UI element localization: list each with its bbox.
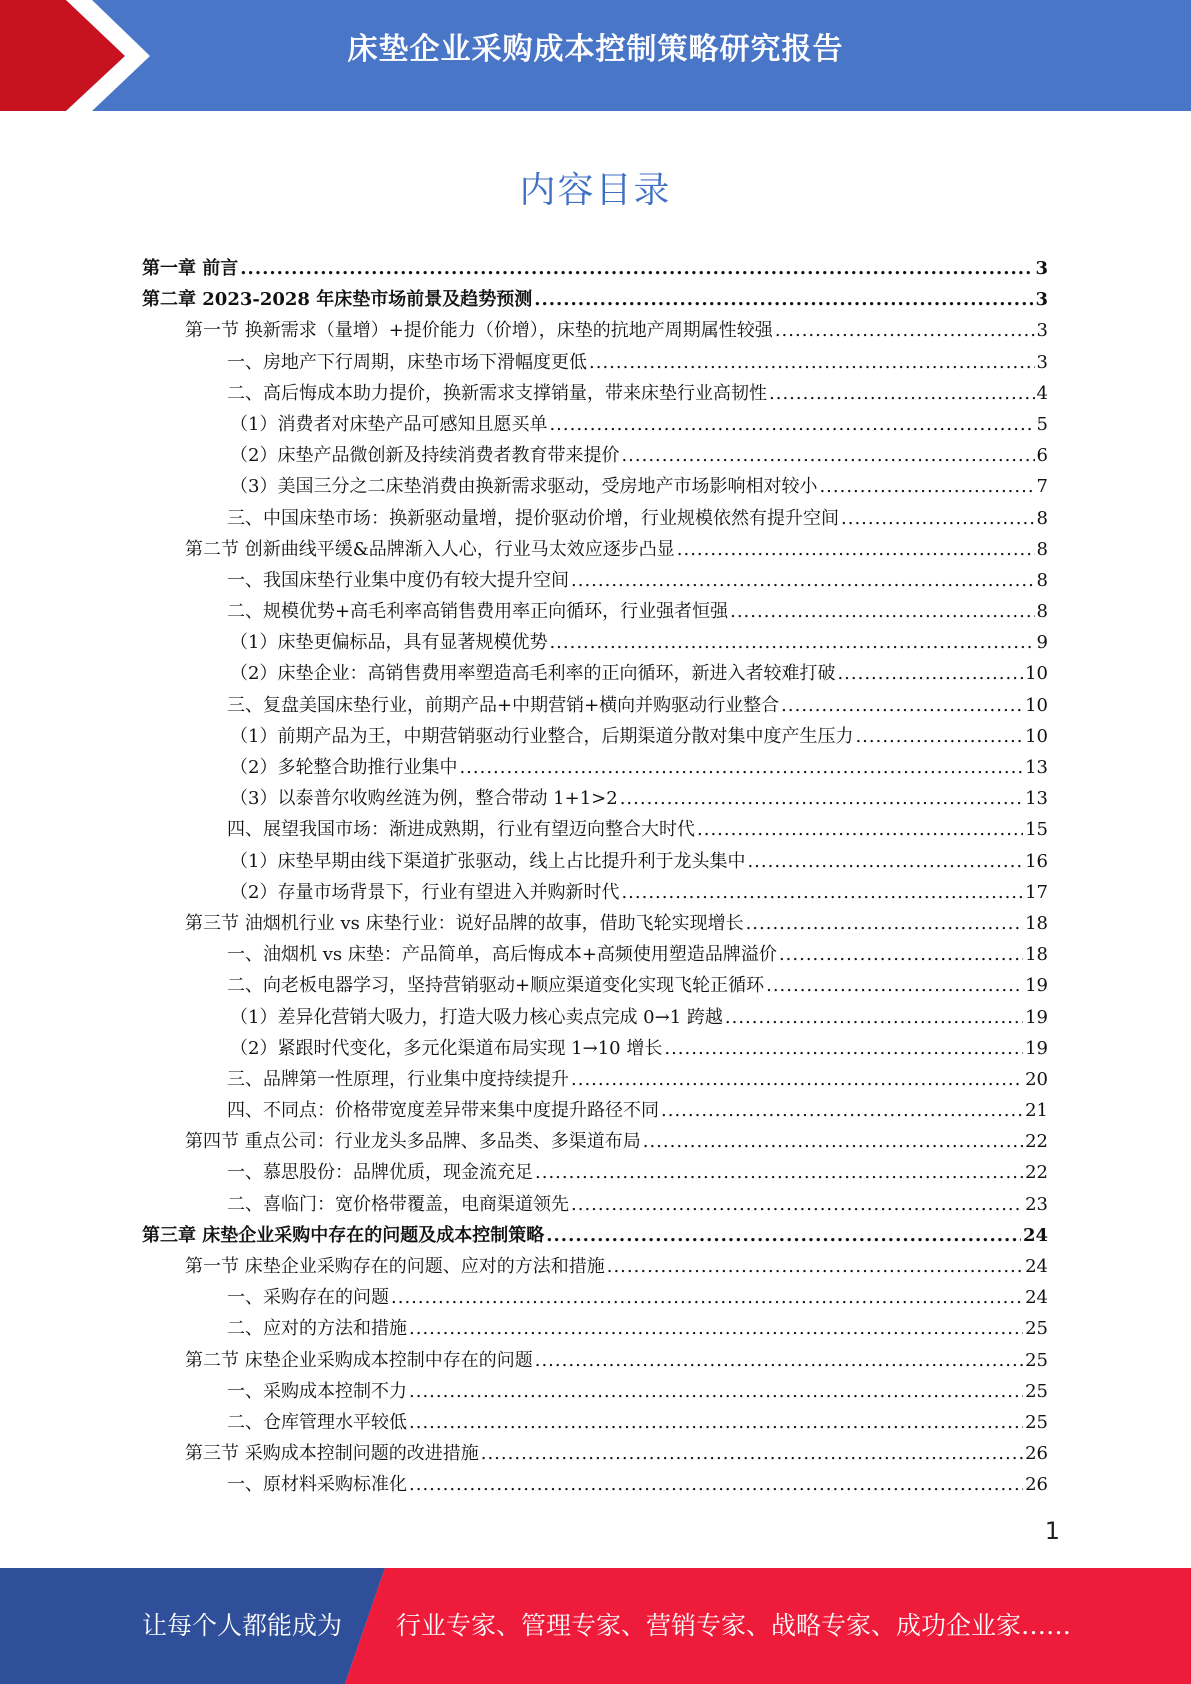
toc-entry-title: 第一节 换新需求（量增）+提价能力（价增），床垫的抗地产周期属性较强 <box>185 320 773 342</box>
toc-entry-title: （1）床垫早期由线下渠道扩张驱动，线上占比提升利于龙头集中 <box>230 850 746 872</box>
toc-entry[interactable] <box>142 939 1048 970</box>
toc-entry-title: （2）紧跟时代变化，多元化渠道布局实现 1→10 增长 <box>230 1037 663 1059</box>
toc-entry[interactable] <box>142 783 1048 814</box>
toc-dot-leader <box>781 690 1023 721</box>
toc-entry-page: 19 <box>1025 975 1048 997</box>
toc-entry-page: 25 <box>1025 1380 1048 1402</box>
toc-entry[interactable] <box>142 752 1048 783</box>
toc-entry[interactable] <box>142 690 1048 721</box>
toc-entry-title: 二、高后悔成本助力提价，换新需求支撑销量，带来床垫行业高韧性 <box>227 382 767 404</box>
toc-entry-page: 9 <box>1036 632 1048 654</box>
toc-entry[interactable] <box>142 378 1048 409</box>
header-band <box>0 0 1191 111</box>
toc-entry-page: 20 <box>1025 1068 1048 1090</box>
toc-entry-page: 24 <box>1025 1287 1048 1309</box>
toc-entry-page: 10 <box>1025 694 1048 716</box>
toc-dot-leader <box>819 471 1034 502</box>
toc-entry-page: 13 <box>1025 757 1048 778</box>
toc-dot-leader <box>725 1002 1023 1033</box>
toc-entry-page: 26 <box>1025 1443 1048 1465</box>
toc-dot-leader <box>620 783 1023 814</box>
toc-entry-page: 25 <box>1025 1349 1048 1371</box>
toc-entry-title: 一、采购成本控制不力 <box>227 1380 407 1402</box>
toc-entry-title: （2）存量市场背景下，行业有望进入并购新时代 <box>230 881 620 903</box>
toc-entry[interactable] <box>142 1376 1048 1407</box>
toc-dot-leader <box>621 440 1034 471</box>
toc-entry-title: 二、规模优势+高毛利率高销售费用率正向循环，行业强者恒强 <box>227 601 729 623</box>
toc-entry-page: 25 <box>1025 1411 1048 1433</box>
toc-entry[interactable] <box>142 627 1048 658</box>
toc-entry[interactable] <box>142 658 1048 689</box>
toc-entry-title: 三、品牌第一性原理，行业集中度持续提升 <box>227 1068 569 1090</box>
toc-dot-leader <box>766 970 1023 1001</box>
toc-entry-page: 6 <box>1036 445 1048 467</box>
toc-entry[interactable] <box>142 347 1048 378</box>
toc-entry-title: 第一章 前言 <box>142 258 239 279</box>
toc-entry-title: 三、中国床垫市场：换新驱动量增，提价驱动价增，行业规模依然有提升空间 <box>227 507 839 529</box>
toc-entry-title: 二、仓库管理水平较低 <box>227 1411 407 1433</box>
toc-entry-title: （1）差异化营销大吸力，打造大吸力核心卖点完成 0→1 跨越 <box>230 1006 723 1028</box>
page-title: 内容目录 <box>519 170 672 211</box>
toc-dot-leader <box>837 658 1023 689</box>
toc-dot-leader <box>855 721 1023 752</box>
toc-entry-page: 22 <box>1025 1162 1048 1184</box>
toc-entry-page: 13 <box>1025 788 1048 810</box>
toc-dot-leader <box>607 1251 1023 1282</box>
toc-entry-title: （1）前期产品为王，中期营销驱动行业整合，后期渠道分散对集中度产生压力 <box>230 725 854 747</box>
toc-dot-leader <box>535 1157 1023 1188</box>
toc-dot-leader <box>571 1189 1023 1220</box>
toc-entry[interactable] <box>142 877 1048 908</box>
toc-entry[interactable] <box>142 471 1048 502</box>
toc-entry-page: 3 <box>1035 289 1048 311</box>
toc-entry-title: （3）美国三分之二床垫消费由换新需求驱动，受房地产市场影响相对较小 <box>230 476 818 498</box>
toc-dot-leader <box>747 846 1023 877</box>
toc-entry-page: 8 <box>1036 601 1048 623</box>
toc-entry[interactable] <box>142 409 1048 440</box>
toc-entry-title: 第三节 采购成本控制问题的改进措施 <box>185 1443 479 1465</box>
toc-entry-title: 第四节 重点公司：行业龙头多品牌、多品类、多渠道布局 <box>185 1131 641 1153</box>
toc-entry-page: 10 <box>1025 663 1048 685</box>
toc-entry-page: 19 <box>1025 1037 1048 1059</box>
toc-entry-page: 19 <box>1025 1006 1048 1028</box>
toc-entry-title: 四、不同点：价格带宽度差异带来集中度提升路径不同 <box>227 1100 659 1122</box>
toc-dot-leader <box>621 877 1023 908</box>
report-title: 床垫企业采购成本控制策略研究报告 <box>347 32 844 67</box>
table-of-contents <box>142 253 1048 1501</box>
toc-dot-leader <box>746 908 1024 939</box>
toc-entry-title: 四、展望我国市场：渐进成熟期，行业有望迈向整合大时代 <box>227 819 695 841</box>
toc-entry-page: 22 <box>1025 1131 1048 1153</box>
toc-entry[interactable] <box>142 440 1048 471</box>
toc-entry-page: 26 <box>1025 1474 1048 1496</box>
toc-entry-title: 一、原材料采购标准化 <box>227 1474 407 1496</box>
toc-entry-title: （2）床垫企业：高销售费用率塑造高毛利率的正向循环，新进入者较难打破 <box>230 663 836 685</box>
toc-entry-page: 17 <box>1025 881 1048 903</box>
toc-entry-title: 三、复盘美国床垫行业，前期产品+中期营销+横向并购驱动行业整合 <box>227 694 780 716</box>
toc-dot-leader <box>534 284 1033 315</box>
toc-entry-page: 7 <box>1036 476 1048 498</box>
toc-entry[interactable] <box>142 1220 1048 1251</box>
toc-entry-title: 一、油烟机 vs 床垫：产品简单，高后悔成本+高频使用塑造品牌溢价 <box>227 944 777 966</box>
toc-entry-title: （2）多轮整合助推行业集中 <box>230 757 458 778</box>
toc-entry-title: 第二节 床垫企业采购成本控制中存在的问题 <box>185 1349 533 1371</box>
toc-entry[interactable] <box>142 1189 1048 1220</box>
toc-dot-leader <box>535 1345 1023 1376</box>
toc-dot-leader <box>409 1376 1023 1407</box>
toc-entry-title: 一、慕思股份：品牌优质，现金流充足 <box>227 1162 533 1184</box>
toc-dot-leader <box>391 1282 1023 1313</box>
toc-entry-page: 18 <box>1025 944 1048 966</box>
toc-entry-page: 18 <box>1025 912 1048 934</box>
toc-entry-page: 3 <box>1035 258 1048 279</box>
toc-entry-title: （1）消费者对床垫产品可感知且愿买单 <box>230 413 548 435</box>
toc-entry[interactable] <box>142 315 1048 346</box>
toc-entry[interactable] <box>142 596 1048 627</box>
toc-entry[interactable] <box>142 284 1048 315</box>
toc-entry-title: 二、喜临门：宽价格带覆盖，电商渠道领先 <box>227 1193 569 1215</box>
toc-dot-leader <box>409 1407 1023 1438</box>
toc-dot-leader <box>589 347 1035 378</box>
toc-dot-leader <box>677 534 1035 565</box>
toc-dot-leader <box>664 1033 1023 1064</box>
toc-entry[interactable] <box>142 970 1048 1001</box>
toc-entry-title: 第二节 创新曲线平缓&品牌渐入人心，行业马太效应逐步凸显 <box>185 538 675 560</box>
toc-dot-leader <box>571 565 1035 596</box>
toc-entry-page: 8 <box>1036 569 1048 591</box>
toc-dot-leader <box>775 315 1035 346</box>
toc-entry-page: 15 <box>1025 819 1048 841</box>
toc-entry[interactable] <box>142 1002 1048 1033</box>
toc-entry[interactable] <box>142 908 1048 939</box>
toc-entry-page: 24 <box>1025 1256 1048 1277</box>
toc-entry[interactable] <box>142 721 1048 752</box>
toc-dot-leader <box>571 1064 1023 1095</box>
toc-entry-title: （1）床垫更偏标品，具有显著规模优势 <box>230 632 548 654</box>
toc-entry-page: 21 <box>1025 1100 1048 1122</box>
toc-dot-leader <box>409 1469 1023 1500</box>
toc-entry[interactable] <box>142 1157 1048 1188</box>
footer-band <box>0 1568 1191 1684</box>
toc-dot-leader <box>769 378 1035 409</box>
toc-entry[interactable] <box>142 846 1048 877</box>
toc-entry[interactable] <box>142 1407 1048 1438</box>
toc-dot-leader <box>481 1438 1023 1469</box>
toc-dot-leader <box>779 939 1023 970</box>
toc-entry-title: 一、我国床垫行业集中度仍有较大提升空间 <box>227 569 569 591</box>
toc-entry[interactable] <box>142 1064 1048 1095</box>
toc-entry-title: 二、向老板电器学习，坚持营销驱动+顺应渠道变化实现飞轮正循环 <box>227 975 765 997</box>
toc-entry-title: 第三章 床垫企业采购中存在的问题及成本控制策略 <box>142 1224 545 1246</box>
toc-entry-page: 25 <box>1025 1318 1048 1340</box>
toc-entry[interactable] <box>142 565 1048 596</box>
toc-entry-title: 第一节 床垫企业采购存在的问题、应对的方法和措施 <box>185 1256 605 1277</box>
toc-entry-page: 5 <box>1036 413 1048 435</box>
toc-dot-leader <box>841 503 1035 534</box>
toc-entry[interactable] <box>142 1126 1048 1157</box>
toc-entry[interactable] <box>142 1095 1048 1126</box>
toc-entry[interactable] <box>142 1469 1048 1500</box>
toc-entry[interactable] <box>142 1251 1048 1282</box>
toc-entry-title: 一、采购存在的问题 <box>227 1287 389 1309</box>
toc-entry[interactable] <box>142 1438 1048 1469</box>
toc-entry-page: 3 <box>1036 351 1048 373</box>
toc-entry-title: 第二章 2023-2028 年床垫市场前景及趋势预测 <box>142 289 533 311</box>
toc-entry-title: 第三节 油烟机行业 vs 床垫行业：说好品牌的故事，借助飞轮实现增长 <box>185 912 744 934</box>
toc-entry-page: 8 <box>1036 538 1048 560</box>
toc-entry[interactable] <box>142 503 1048 534</box>
toc-dot-leader <box>730 596 1034 627</box>
toc-dot-leader <box>549 627 1034 658</box>
toc-entry-page: 10 <box>1025 725 1048 747</box>
toc-entry[interactable] <box>142 1282 1048 1313</box>
toc-dot-leader <box>459 752 1023 783</box>
toc-dot-leader <box>240 253 1033 284</box>
toc-entry[interactable] <box>142 814 1048 845</box>
toc-dot-leader <box>661 1095 1023 1126</box>
toc-entry-page: 16 <box>1025 850 1048 872</box>
toc-entry[interactable] <box>142 1345 1048 1376</box>
toc-entry-page: 24 <box>1022 1224 1048 1246</box>
toc-dot-leader <box>643 1126 1023 1157</box>
toc-entry-page: 4 <box>1036 382 1048 404</box>
footer-slogan-right: 行业专家、管理专家、营销专家、战略专家、成功企业家…… <box>396 1611 1072 1640</box>
toc-dot-leader <box>549 409 1034 440</box>
toc-dot-leader <box>546 1220 1021 1251</box>
toc-entry[interactable] <box>142 1313 1048 1344</box>
toc-entry[interactable] <box>142 534 1048 565</box>
toc-entry-page: 23 <box>1025 1193 1048 1215</box>
toc-entry-title: 一、房地产下行周期，床垫市场下滑幅度更低 <box>227 351 587 373</box>
footer-slogan-left: 让每个人都能成为 <box>142 1611 343 1640</box>
toc-entry[interactable] <box>142 253 1048 284</box>
toc-dot-leader <box>409 1313 1023 1344</box>
toc-entry[interactable] <box>142 1033 1048 1064</box>
toc-dot-leader <box>697 814 1023 845</box>
toc-entry-title: （3）以泰普尔收购丝涟为例，整合带动 1+1>2 <box>230 788 618 810</box>
toc-entry-title: （2）床垫产品微创新及持续消费者教育带来提价 <box>230 445 620 467</box>
toc-entry-page: 8 <box>1036 507 1048 529</box>
toc-entry-title: 二、应对的方法和措施 <box>227 1318 407 1340</box>
toc-entry-page: 3 <box>1036 320 1048 342</box>
page-number: 1 <box>1044 1517 1060 1545</box>
